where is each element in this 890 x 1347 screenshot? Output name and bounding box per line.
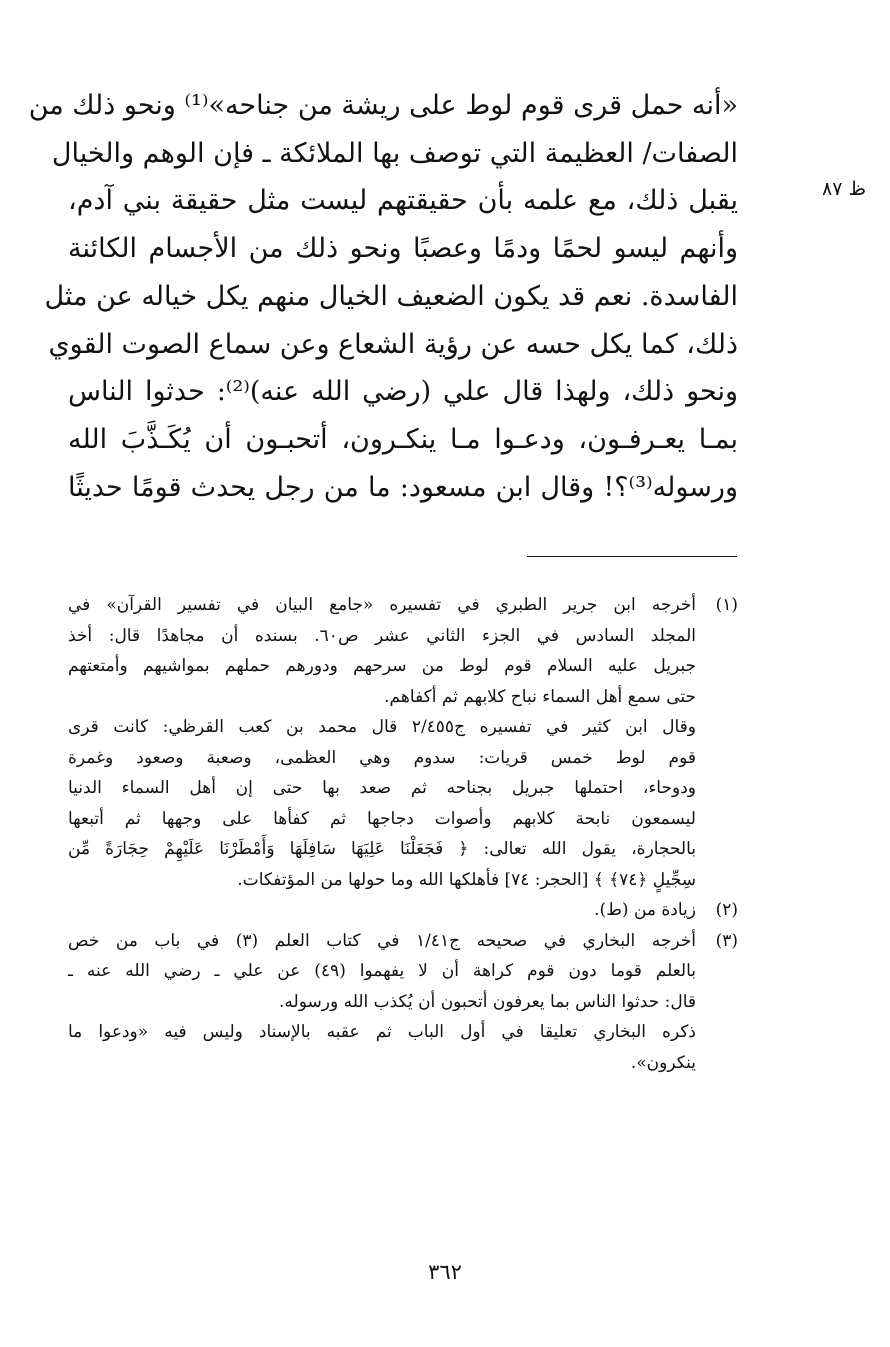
main-text-line: «أنه حمل قرى قوم لوط على ريشة من جناحه»⁽¹⁾ ونحو ذلك من — [28, 90, 738, 121]
footnote-line: سِجِّيلٍ ﴿٧٤﴾ ﴾ [الحجر: ٧٤] فأهلكها الله وما حولها من المؤتفكات. — [237, 869, 696, 890]
page-number: ٣٦٢ — [428, 1260, 462, 1284]
footnote-line: بالعلم قوما دون قوم كراهة أن لا يفهموا (٤٩) عن علي ـ رضي الله عنه ـ — [68, 961, 696, 981]
main-text-line: يقبل ذلك، مع علمه بأن حقيقتهم ليست مثل حقيقة بني آدم، — [68, 185, 738, 217]
footnote-body — [68, 895, 696, 926]
footnote-number: (١) — [715, 595, 738, 615]
footnote-number: (٢) — [715, 900, 738, 920]
footnote-line: أخرجه البخاري في صحيحه ج١/٤١ في كتاب العلم (٣) في باب من خص — [68, 930, 697, 951]
footnote-number: (٣) — [715, 930, 738, 951]
main-text-line: ونحو ذلك، ولهذا قال علي (رضي الله عنه)⁽²⁾: حدثوا الناس — [68, 376, 738, 408]
footnote-line: ذكره البخاري تعليقا في أول الباب ثم عقبه بالإسناد وليس فيه «ودعوا ما — [68, 1022, 696, 1042]
main-text-line: ورسوله⁽³⁾؟! وقال ابن مسعود: ما من رجل يحدث قومًا حديثًا — [68, 471, 738, 503]
footnote-line: قال: حدثوا الناس بما يعرفون أتحبون أن يُكذب الله ورسوله. — [279, 991, 696, 1012]
footnote-separator — [527, 556, 737, 557]
footnote-1 — [68, 590, 738, 895]
main-text — [28, 82, 738, 511]
footnote-body — [68, 926, 696, 1079]
main-text-line: بمـا يعـرفـون، ودعـوا مـا ينكـرون، أتحبـون أن يُكَـذَّبَ الله — [68, 423, 738, 455]
main-text-line: الفاسدة. نعم قد يكون الضعيف الخيال منهم يكل خياله عن مثل — [44, 280, 738, 312]
footnote-line: بالحجارة، يقول الله تعالى: ﴿ فَجَعَلْنَا عَلِيَهَا سَافِلَهَا وَأَمْطَرْنَا عَلَيْهِمْ حِجَارَةً مِّن — [68, 839, 696, 859]
footnote-line: حتى سمع أهل السماء نباح كلابهم ثم أكفاهم. — [384, 686, 696, 707]
footnote-line: قوم لوط خمس قريات: سدوم وهي العظمى، وصعبة وصعود وغمرة — [68, 747, 696, 768]
footnote-line: ليسمعون نابحة كلابهم وأصوات دجاجها ثم كفأها على وجهها ثم أتبعها — [68, 808, 696, 829]
margin-folio-note: ظ ٨٧ — [822, 178, 867, 200]
footnote-body — [68, 590, 696, 895]
footnote-line: المجلد السادس في الجزء الثاني عشر ص٦٠. بسنده أن مجاهدًا قال: أخذ — [68, 625, 696, 646]
footnote-line: ودوحاء، احتملها جبريل بجناحه ثم صعد بها حتى إن أهل السماء الدنيا — [68, 778, 696, 798]
main-text-line: الصفات/ العظيمة التي توصف بها الملائكة ـ فإن الوهم والخيال — [51, 137, 738, 169]
footnote-line: جبريل عليه السلام قوم لوط من سرحهم ودورهم حملهم بمواشيهم وأمتعتهم — [68, 656, 696, 676]
main-text-line: وأنهم ليسو لحمًا ودمًا وعصبًا ونحو ذلك من الأجسام الكائنة — [68, 233, 738, 265]
footnote-line: زيادة من (ط). — [594, 900, 696, 920]
footnote-line: وقال ابن كثير في تفسيره ج٢/٤٥٥ قال محمد بن كعب القرظي: كانت قرى — [68, 717, 696, 737]
main-text-line: ذلك، كما يكل حسه عن رؤية الشعاع وعن سماع الصوت القوي — [48, 328, 738, 360]
footnote-line: ينكرون». — [630, 1052, 696, 1073]
footnote-2 — [68, 895, 738, 926]
footnote-line: أخرجه ابن جرير الطبري في تفسيره «جامع البيان في تفسير القرآن» في — [68, 595, 696, 615]
footnote-3 — [68, 926, 738, 1079]
footnotes — [68, 590, 738, 1078]
